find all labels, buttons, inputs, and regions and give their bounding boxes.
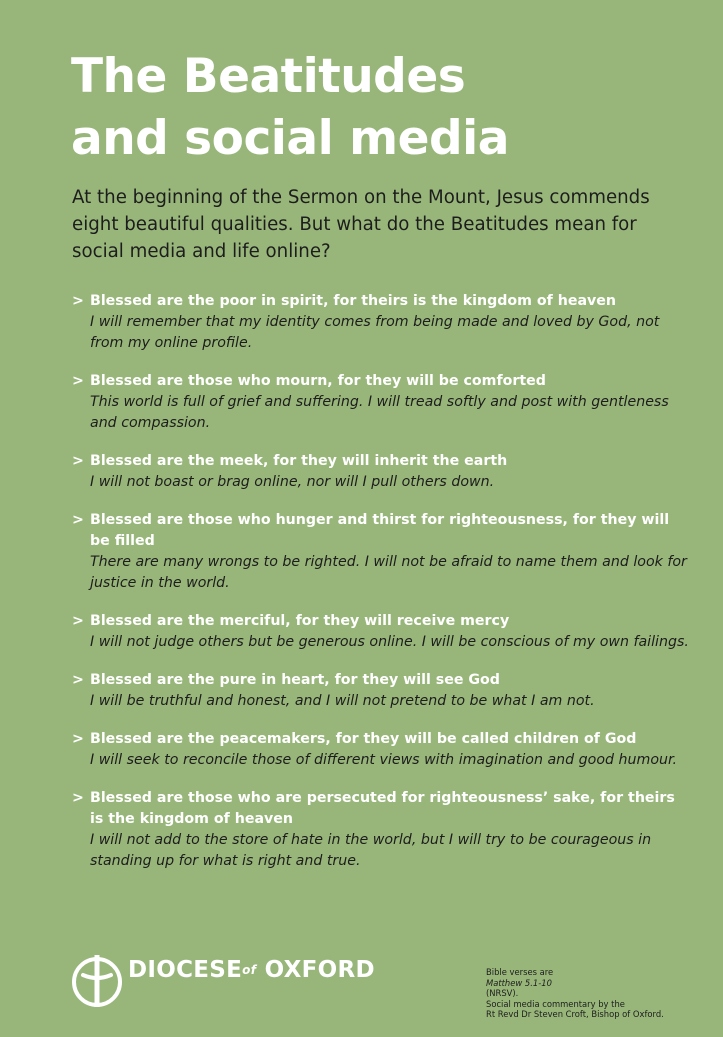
beatitude-item-2 bbox=[72, 371, 692, 434]
beatitude-item-7 bbox=[72, 729, 692, 771]
beatitude-commentary: This world is full of grief and suffering. I will tread softly and post with gentleness and compassion. bbox=[90, 394, 669, 431]
beatitude-commentary: I will remember that my identity comes from being made and loved by God, not from my online profile. bbox=[90, 314, 660, 351]
credit-suffix: (NRSV). bbox=[486, 988, 519, 998]
item-marker: > bbox=[72, 790, 84, 806]
beatitude-verse: Blessed are those who are persecuted for righteousness’ sake, for theirs is the kingdom of heaven bbox=[90, 790, 675, 827]
logo-word-oxford: OXFORD bbox=[264, 957, 375, 983]
beatitude-item-8 bbox=[72, 788, 692, 872]
item-marker: > bbox=[72, 373, 84, 389]
credit-reference: Matthew 5.1-10 bbox=[486, 977, 552, 988]
beatitudes-list bbox=[72, 291, 692, 889]
credit-line-3: Rt Revd Dr Steven Croft, Bishop of Oxford. bbox=[486, 1009, 664, 1019]
beatitude-item-4 bbox=[72, 510, 692, 594]
beatitude-item-3 bbox=[72, 451, 692, 493]
title-line-2: and social media bbox=[71, 111, 509, 166]
title-line-1: The Beatitudes bbox=[71, 49, 466, 104]
credit-prefix: Bible verses are bbox=[486, 967, 554, 977]
item-marker: > bbox=[72, 731, 84, 747]
credit-note bbox=[486, 967, 706, 1020]
beatitude-item-1 bbox=[72, 291, 692, 354]
beatitude-commentary: I will be truthful and honest, and I will not pretend to be what I am not. bbox=[90, 693, 595, 709]
item-marker: > bbox=[72, 293, 84, 309]
logo-wordmark bbox=[128, 958, 375, 982]
item-marker: > bbox=[72, 453, 84, 469]
intro-paragraph: At the beginning of the Sermon on the Mount, Jesus commends eight beautiful qualities. But what do the Beatitudes mean for social media and life online? bbox=[72, 187, 650, 262]
beatitude-verse: Blessed are the peacemakers, for they will be called children of God bbox=[90, 731, 637, 747]
logo-word-of: of bbox=[242, 963, 257, 977]
item-marker: > bbox=[72, 672, 84, 688]
beatitude-verse: Blessed are the pure in heart, for they will see God bbox=[90, 672, 500, 688]
beatitude-verse: Blessed are those who hunger and thirst for righteousness, for they will be filled bbox=[90, 512, 670, 549]
beatitude-item-6 bbox=[72, 670, 692, 712]
cross-in-circle-icon bbox=[70, 953, 124, 1009]
beatitude-commentary: There are many wrongs to be righted. I will not be afraid to name them and look for justice in the world. bbox=[90, 554, 687, 591]
beatitude-item-5 bbox=[72, 611, 692, 653]
beatitude-commentary: I will not judge others but be generous online. I will be conscious of my own failings. bbox=[90, 634, 689, 650]
item-marker: > bbox=[72, 512, 84, 528]
beatitude-commentary: I will not boast or brag online, nor will I pull others down. bbox=[90, 474, 495, 490]
logo-word-diocese: DIOCESE bbox=[128, 957, 243, 983]
beatitude-verse: Blessed are the meek, for they will inherit the earth bbox=[90, 453, 508, 469]
beatitude-verse: Blessed are the merciful, for they will receive mercy bbox=[90, 613, 510, 629]
credit-line-1 bbox=[486, 967, 706, 999]
beatitude-commentary: I will not add to the store of hate in the world, but I will try to be courageous in standing up for what is right and true. bbox=[90, 832, 652, 869]
poster-title bbox=[71, 46, 509, 170]
beatitude-verse: Blessed are the poor in spirit, for theirs is the kingdom of heaven bbox=[90, 293, 617, 309]
beatitude-commentary: I will seek to reconcile those of different views with imagination and good humour. bbox=[90, 752, 678, 768]
credit-line-2: Social media commentary by the bbox=[486, 998, 625, 1009]
beatitude-verse: Blessed are those who mourn, for they will be comforted bbox=[90, 373, 546, 389]
logo-line-1 bbox=[128, 957, 265, 983]
item-marker: > bbox=[72, 613, 84, 629]
